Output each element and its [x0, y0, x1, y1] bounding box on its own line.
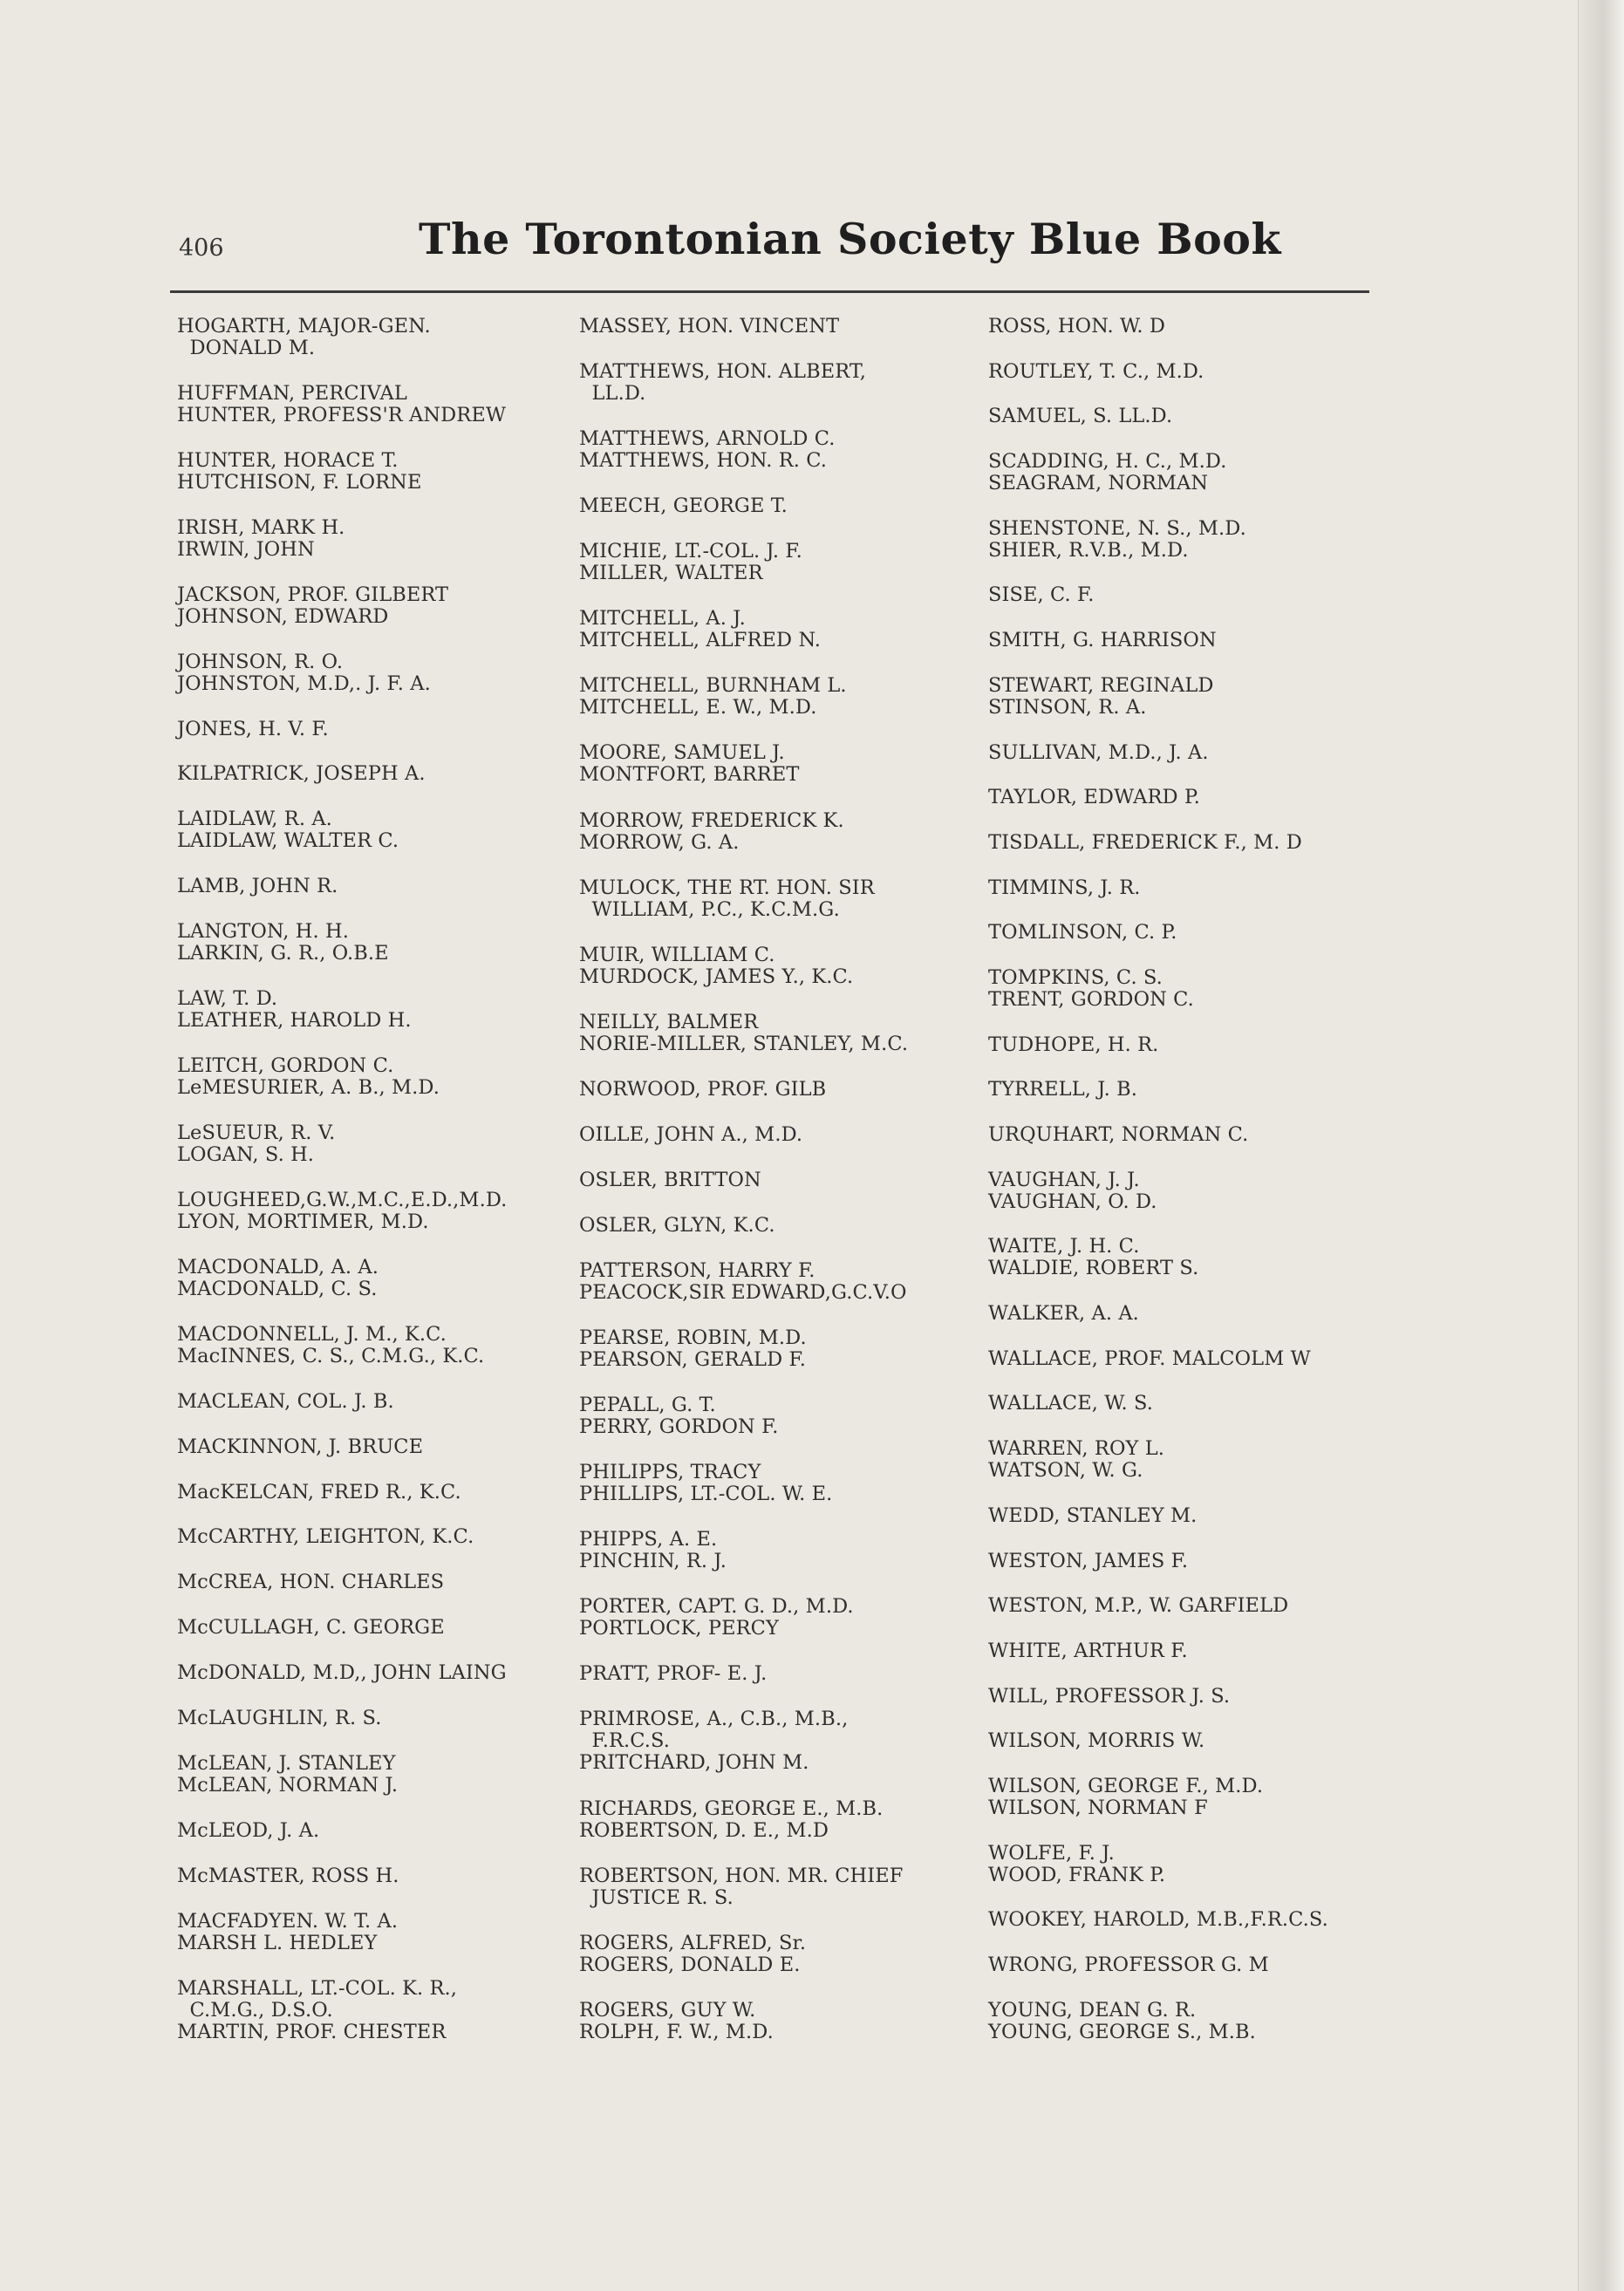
directory-entry: YOUNG, DEAN G. R. YOUNG, GEORGE S., M.B. [988, 1998, 1256, 2043]
directory-entry: WHITE, ARTHUR F. [988, 1639, 1188, 1662]
directory-entry: PEARSE, ROBIN, M.D. PEARSON, GERALD F. [579, 1326, 807, 1372]
directory-entry: McCREA, HON. CHARLES [177, 1571, 445, 1594]
directory-entry: NORWOOD, PROF. GILB [579, 1077, 827, 1101]
directory-entry: LAW, T. D. LEATHER, HAROLD H. [177, 987, 412, 1033]
directory-entry: LAIDLAW, R. A. LAIDLAW, WALTER C. [177, 808, 399, 853]
directory-entry: JACKSON, PROF. GILBERT JOHNSON, EDWARD [177, 583, 449, 628]
directory-entry: WEDD, STANLEY M. [988, 1503, 1198, 1527]
directory-entry: SAMUEL, S. LL.D. [988, 405, 1173, 428]
directory-entry: OSLER, BRITTON [579, 1168, 761, 1191]
directory-entry: PHIPPS, A. E. PINCHIN, R. J. [579, 1528, 727, 1573]
directory-entry: MEECH, GEORGE T. [579, 494, 788, 518]
page-edge [1578, 0, 1624, 2291]
directory-entry: ROUTLEY, T. C., M.D. [988, 359, 1204, 383]
directory-entry: MACDONNELL, J. M., K.C. MacINNES, C. S., C.M.G., K.C. [177, 1322, 485, 1367]
directory-entry: WESTON, JAMES F. [988, 1549, 1189, 1572]
name-column-1 [177, 316, 631, 2043]
directory-entry: TYRRELL, J. B. [988, 1078, 1138, 1101]
directory-entry: SCADDING, H. C., M.D. SEAGRAM, NORMAN [988, 450, 1227, 495]
page-number: 406 [179, 235, 224, 262]
running-title: The Torontonian Society Blue Book [419, 214, 1281, 264]
directory-entry: MATTHEWS, HON. ALBERT, LL.D. [579, 360, 866, 406]
header-rule [170, 290, 1369, 293]
directory-entry: MOORE, SAMUEL J. MONTFORT, BARRET [579, 741, 800, 787]
directory-entry: WRONG, PROFESSOR G. M [988, 1953, 1269, 1976]
directory-entry: SISE, C. F. [988, 583, 1095, 607]
directory-entry: HUFFMAN, PERCIVAL HUNTER, PROFESS'R ANDREW [177, 381, 507, 426]
directory-entry: MORROW, FREDERICK K. MORROW, G. A. [579, 808, 844, 854]
directory-entry: McMASTER, ROSS H. [177, 1864, 399, 1887]
directory-entry: KILPATRICK, JOSEPH A. [177, 762, 426, 786]
directory-entry: MASSEY, HON. VINCENT [579, 315, 840, 338]
directory-entry: MACDONALD, A. A. MACDONALD, C. S. [177, 1255, 379, 1300]
directory-entry: NEILLY, BALMER NORIE-MILLER, STANLEY, M.C. [579, 1010, 909, 1055]
directory-entry: RICHARDS, GEORGE E., M.B. ROBERTSON, D. E., M.D [579, 1797, 884, 1842]
directory-entry: LOUGHEED,G.W.,M.C.,E.D.,M.D. LYON, MORTIMER, M.D. [177, 1188, 508, 1233]
directory-entry: WILL, PROFESSOR J. S. [988, 1684, 1231, 1708]
name-column-2 [579, 316, 1033, 2043]
directory-entry: JOHNSON, R. O. JOHNSTON, M.D,. J. F. A. [177, 650, 431, 695]
directory-entry: ROGERS, ALFRED, Sr. ROGERS, DONALD E. [579, 1931, 807, 1976]
directory-entry: WILSON, MORRIS W. [988, 1729, 1205, 1753]
directory-entry: McCULLAGH, C. GEORGE [177, 1616, 445, 1640]
directory-entry: STEWART, REGINALD STINSON, R. A. [988, 673, 1214, 719]
page-header [179, 214, 1369, 275]
directory-entry: SHENSTONE, N. S., M.D. SHIER, R.V.B., M.D. [988, 516, 1246, 562]
directory-entry: WOOKEY, HAROLD, M.B.,F.R.C.S. [988, 1908, 1328, 1932]
directory-entry: MACKINNON, J. BRUCE [177, 1435, 424, 1458]
directory-entry: LEITCH, GORDON C. LeMESURIER, A. B., M.D. [177, 1054, 440, 1100]
directory-entry: TIMMINS, J. R. [988, 876, 1141, 899]
directory-entry: MacKELCAN, FRED R., K.C. [177, 1480, 461, 1503]
directory-entry: SULLIVAN, M.D., J. A. [988, 740, 1209, 764]
directory-entry: PATTERSON, HARRY F. PEACOCK,SIR EDWARD,G.C.V.O [579, 1259, 907, 1304]
directory-entry: PEPALL, G. T. PERRY, GORDON F. [579, 1394, 779, 1439]
directory-entry: MULOCK, THE RT. HON. SIR WILLIAM, P.C., K.C.M.G. [579, 876, 875, 921]
directory-entry: SMITH, G. HARRISON [988, 629, 1217, 652]
directory-entry: HUNTER, HORACE T. HUTCHISON, F. LORNE [177, 448, 422, 494]
directory-entry: OILLE, JOHN A., M.D. [579, 1122, 803, 1146]
directory-entry: TOMPKINS, C. S. TRENT, GORDON C. [988, 965, 1194, 1011]
directory-entry: McLAUGHLIN, R. S. [177, 1707, 382, 1730]
directory-entry: McLEOD, J. A. [177, 1818, 320, 1842]
directory-entry: MATTHEWS, ARNOLD C. MATTHEWS, HON. R. C. [579, 427, 836, 473]
directory-entry: LANGTON, H. H. LARKIN, G. R., O.B.E [177, 920, 389, 965]
directory-entry: MICHIE, LT.-COL. J. F. MILLER, WALTER [579, 540, 802, 585]
directory-entry: LAMB, JOHN R. [177, 875, 338, 898]
directory-entry: URQUHART, NORMAN C. [988, 1123, 1249, 1146]
directory-entry: McCARTHY, LEIGHTON, K.C. [177, 1525, 474, 1549]
directory-entry: TOMLINSON, C. P. [988, 921, 1177, 944]
directory-entry: VAUGHAN, J. J. VAUGHAN, O. D. [988, 1168, 1157, 1213]
directory-entry: HOGARTH, MAJOR-GEN. DONALD M. [177, 315, 431, 359]
directory-entry: LeSUEUR, R. V. LOGAN, S. H. [177, 1121, 336, 1166]
directory-entry: WARREN, ROY L. WATSON, W. G. [988, 1437, 1164, 1483]
directory-entry: McLEAN, J. STANLEY McLEAN, NORMAN J. [177, 1752, 399, 1797]
directory-entry: JONES, H. V. F. [177, 717, 329, 740]
name-column-3 [988, 316, 1442, 2043]
directory-entry: ROBERTSON, HON. MR. CHIEF JUSTICE R. S. [579, 1864, 904, 1909]
directory-entry: PRATT, PROF- E. J. [579, 1662, 768, 1686]
directory-entry: MITCHELL, BURNHAM L. MITCHELL, E. W., M.D. [579, 674, 847, 719]
directory-entry: WALLACE, PROF. MALCOLM W [988, 1347, 1311, 1370]
directory-entry: WILSON, GEORGE F., M.D. WILSON, NORMAN F [988, 1774, 1264, 1819]
directory-entry: TUDHOPE, H. R. [988, 1033, 1159, 1056]
directory-entry: McDONALD, M.D,, JOHN LAING [177, 1661, 507, 1685]
directory-entry: IRISH, MARK H. IRWIN, JOHN [177, 515, 345, 561]
directory-entry: ROGERS, GUY W. ROLPH, F. W., M.D. [579, 1998, 774, 2043]
directory-entry: MUIR, WILLIAM C. MURDOCK, JAMES Y., K.C. [579, 943, 854, 988]
directory-entry: PRIMROSE, A., C.B., M.B., F.R.C.S. PRITCHARD, JOHN M. [579, 1708, 849, 1775]
directory-entry: MARSHALL, LT.-COL. K. R., C.M.G., D.S.O. MARTIN, PROF. CHESTER [177, 1976, 458, 2043]
directory-entry: MITCHELL, A. J. MITCHELL, ALFRED N. [579, 607, 822, 652]
directory-entry: PHILIPPS, TRACY PHILLIPS, LT.-COL. W. E. [579, 1461, 833, 1506]
directory-entry: ROSS, HON. W. D [988, 315, 1165, 338]
directory-entry: MACLEAN, COL. J. B. [177, 1389, 394, 1413]
directory-entry: WOLFE, F. J. WOOD, FRANK P. [988, 1841, 1166, 1886]
directory-entry: MACFADYEN. W. T. A. MARSH L. HEDLEY [177, 1909, 399, 1954]
directory-entry: WESTON, M.P., W. GARFIELD [988, 1594, 1289, 1618]
directory-entry: PORTER, CAPT. G. D., M.D. PORTLOCK, PERCY [579, 1595, 854, 1640]
directory-entry: WAITE, J. H. C. WALDIE, ROBERT S. [988, 1235, 1199, 1280]
directory-entry: WALKER, A. A. [988, 1302, 1139, 1326]
directory-entry: TISDALL, FREDERICK F., M. D [988, 830, 1302, 854]
directory-entry: TAYLOR, EDWARD P. [988, 786, 1200, 809]
directory-entry: OSLER, GLYN, K.C. [579, 1213, 775, 1237]
directory-entry: WALLACE, W. S. [988, 1392, 1153, 1415]
